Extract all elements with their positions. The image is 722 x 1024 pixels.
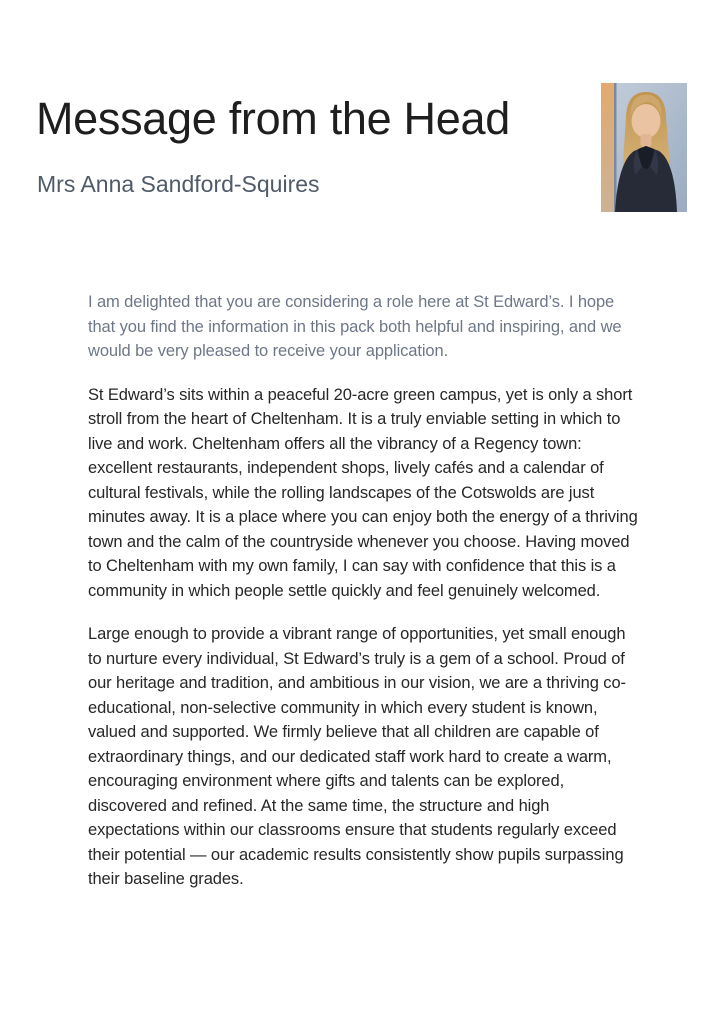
letter-paragraph-school: Large enough to provide a vibrant range of opportunities, yet small enough to nurture every individual, St Edward’s truly is a gem of a school. Proud of our heritage and tradition, and ambitious in our vision, we are a thriving co-educational, non-selective community in which every student is known, valued and supported. We firmly believe that all children are capable of extraordinary things, and our dedicated staff work hard to create a warm, encouraging environment where gifts and talents can be explored, discovered and refined. At the same time, the structure and high expectations within our classrooms ensure that students regularly exceed their potential — our academic results consistently show pupils surpassing their baseline grades. — [88, 625, 626, 888]
letter-paragraph-campus: St Edward’s sits within a peaceful 20-acre green campus, yet is only a short stroll from the heart of Cheltenham. It is a truly enviable setting in which to live and work. Cheltenham offers all the vibrancy of a Regency town: excellent restaurants, independent shops, lively cafés and a calendar of cultural festivals, while the rolling landscapes of the Cotswolds are just minutes away. It is a place where you can enjoy both the energy of a thriving town and the calm of the countryside whenever you choose. Having moved to Cheltenham with my own family, I can say with confidence that this is a community in which people settle quickly and feel genuinely welcomed. — [88, 385, 638, 600]
author-name: Mrs Anna Sandford-Squires — [37, 171, 320, 197]
letter-body — [88, 290, 640, 911]
page-title: Message from the Head — [36, 93, 510, 144]
headteacher-photo — [601, 83, 687, 212]
letter-paragraph-intro: I am delighted that you are considering a role here at St Edward’s. I hope that you find the information in this pack both helpful and inspiring, and we would be very pleased to receive your application. — [88, 293, 622, 360]
headteacher-photo-graphic — [601, 83, 687, 212]
